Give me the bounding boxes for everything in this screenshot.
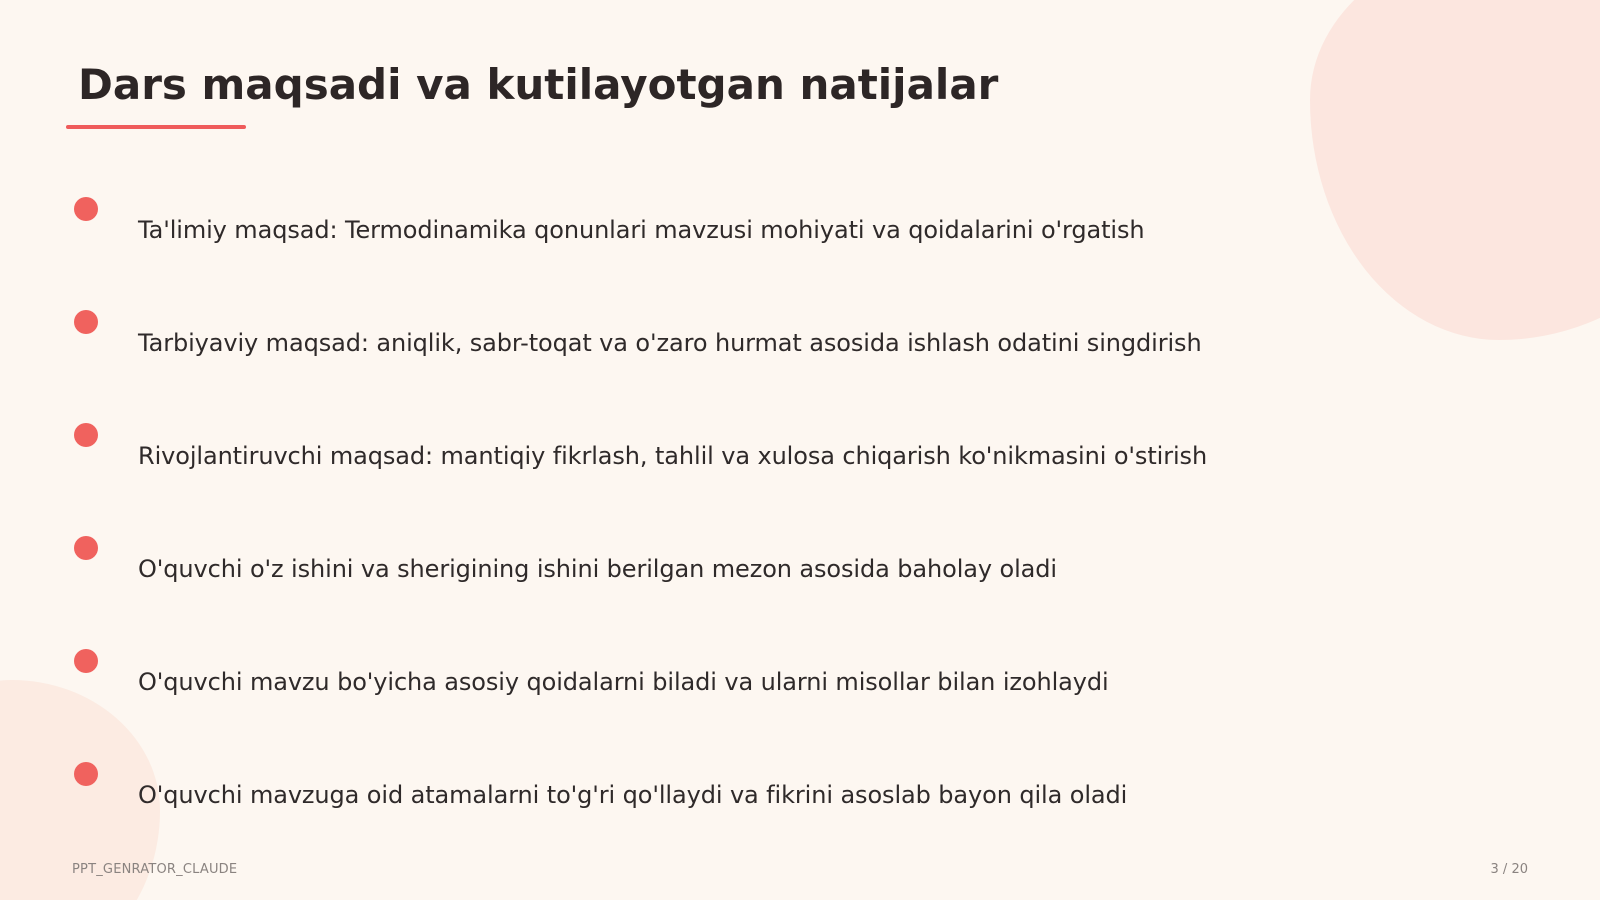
list-item xyxy=(0,536,1600,596)
bullet-text: Ta'limiy maqsad: Termodinamika qonunlari mavzusi mohiyati va qoidalarini o'rgatish xyxy=(138,216,1145,244)
bullet-dot-icon xyxy=(74,423,98,447)
slide-title: Dars maqsadi va kutilayotgan natijalar xyxy=(78,60,999,109)
list-item xyxy=(0,197,1600,257)
bullet-dot-icon xyxy=(74,649,98,673)
bullet-dot-icon xyxy=(74,536,98,560)
bullet-text: Tarbiyaviy maqsad: aniqlik, sabr-toqat va o'zaro hurmat asosida ishlash odatini singdirish xyxy=(138,329,1202,357)
bullet-dot-icon xyxy=(74,762,98,786)
list-item xyxy=(0,649,1600,709)
list-item xyxy=(0,423,1600,483)
list-item xyxy=(0,762,1600,822)
bullet-text: O'quvchi o'z ishini va sherigining ishini berilgan mezon asosida baholay oladi xyxy=(138,555,1057,583)
bullet-text: O'quvchi mavzu bo'yicha asosiy qoidalarni biladi va ularni misollar bilan izohlaydi xyxy=(138,668,1109,696)
page-indicator: 3 / 20 xyxy=(1490,862,1528,877)
list-item xyxy=(0,310,1600,370)
footer-source-label: PPT_GENRATOR_CLAUDE xyxy=(72,862,238,877)
bullet-dot-icon xyxy=(74,310,98,334)
bullet-text: Rivojlantiruvchi maqsad: mantiqiy fikrlash, tahlil va xulosa chiqarish ko'nikmasini o'stirish xyxy=(138,442,1208,470)
bullet-text: O'quvchi mavzuga oid atamalarni to'g'ri qo'llaydi va fikrini asoslab bayon qila oladi xyxy=(138,781,1128,809)
bullet-dot-icon xyxy=(74,197,98,221)
